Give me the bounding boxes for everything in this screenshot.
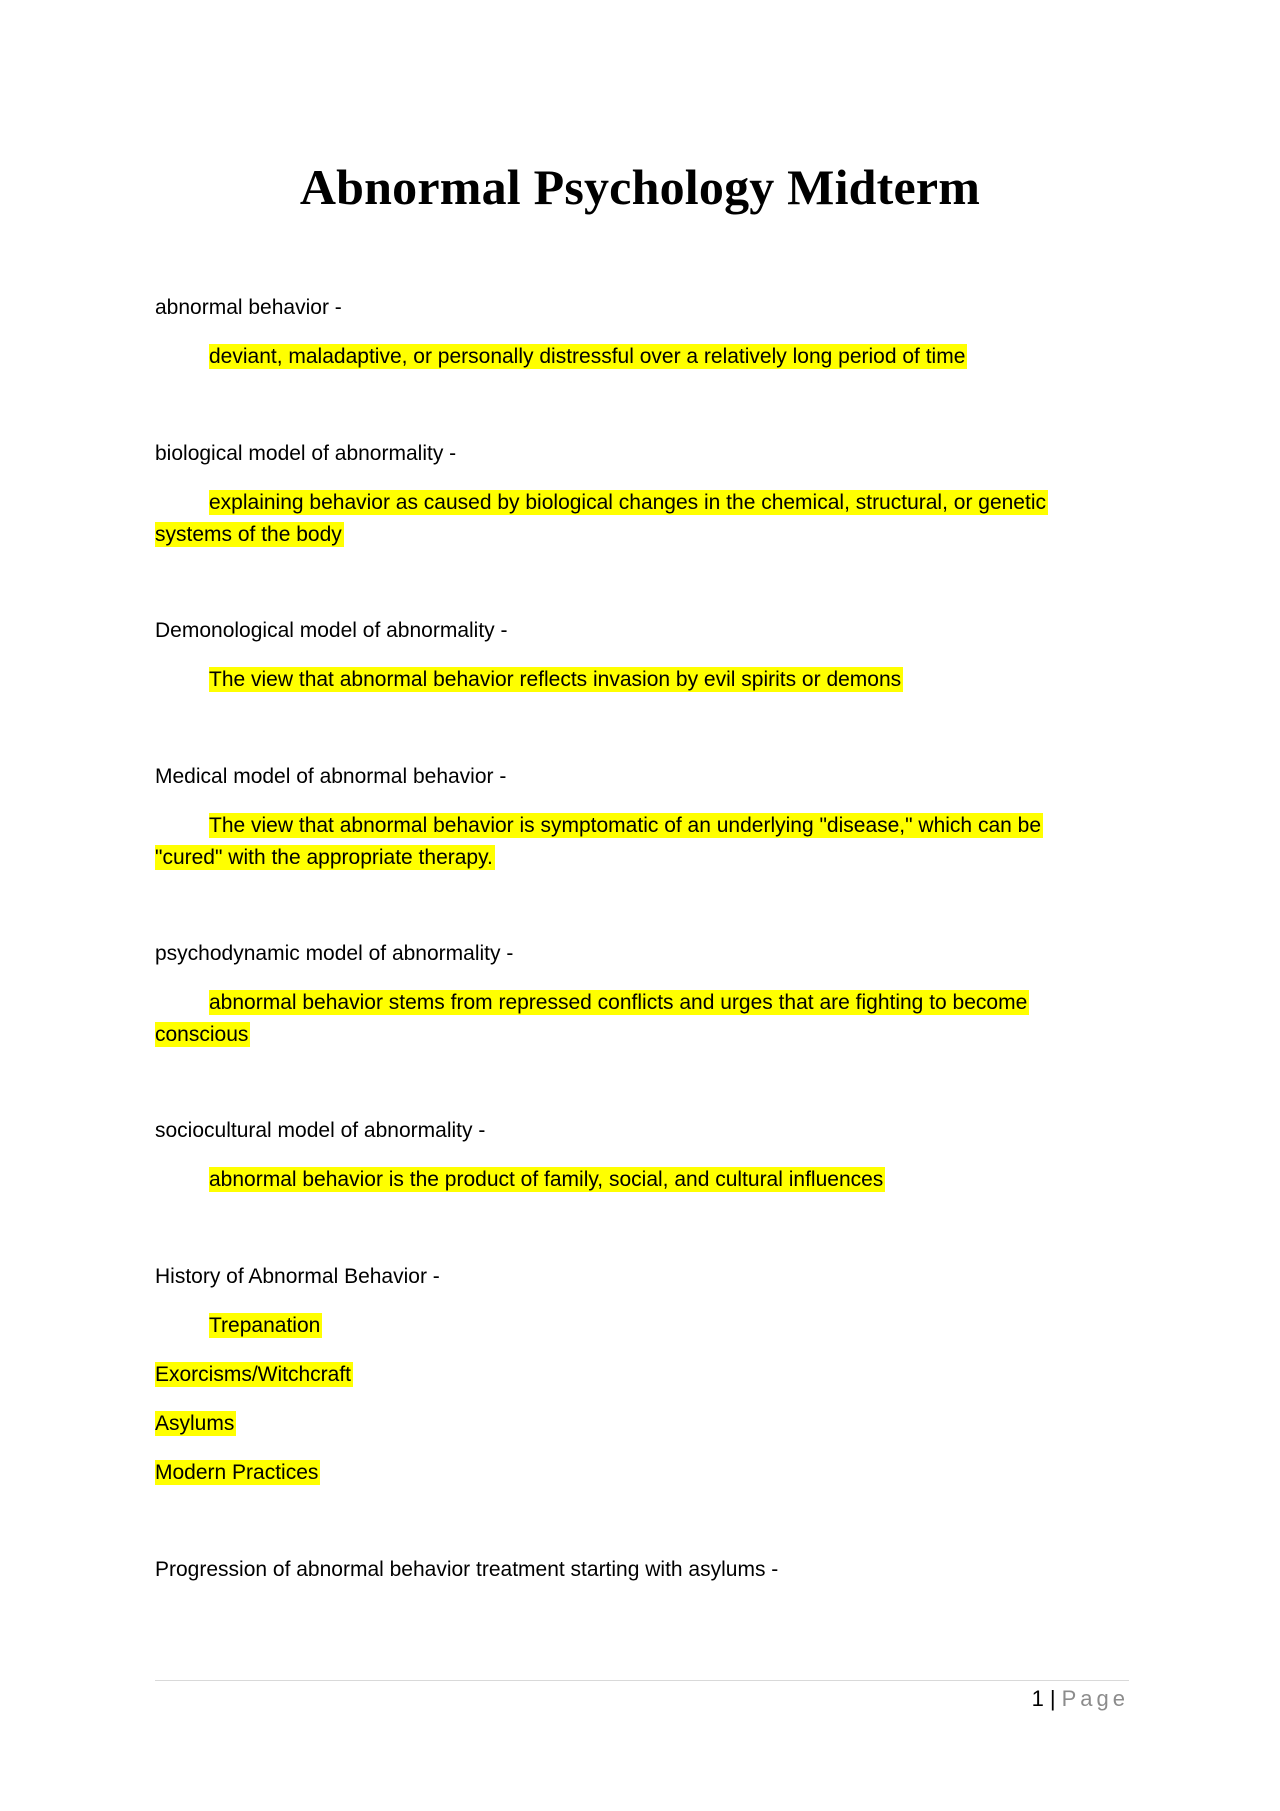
term-text: biological model of abnormality - [155,442,457,465]
highlighted-text: Trepanation [209,1314,321,1337]
history-item-modern-practices [155,1457,1095,1488]
document-title: Abnormal Psychology Midterm [299,159,981,215]
page-label: Page [1061,1686,1129,1711]
highlighted-text: Exorcisms/Witchcraft [155,1363,352,1386]
highlighted-text: "cured" with the appropriate therapy. [155,846,493,869]
term-text: psychodynamic model of abnormality - [155,942,514,965]
term-text: abnormal behavior - [155,296,342,319]
term-text: Demonological model of abnormality - [155,619,508,642]
term-history-abnormal-behavior [155,1261,1095,1292]
definition-psychodynamic-model-line2 [155,1019,1095,1050]
term-psychodynamic-model [155,938,1095,969]
definition-medical-model-line2 [155,842,1095,873]
history-item-exorcisms [155,1359,1095,1390]
highlighted-text: deviant, maladaptive, or personally distressful over a relatively long period of time [209,345,966,368]
highlighted-text: abnormal behavior stems from repressed conflicts and urges that are fighting to become [209,991,1028,1014]
term-sociocultural-model [155,1115,1095,1146]
page-number: 1 [1031,1686,1044,1711]
highlighted-text: conscious [155,1023,249,1046]
term-progression-treatment [155,1554,1095,1585]
definition-biological-model-line1 [155,487,1149,518]
highlighted-text: Modern Practices [155,1461,319,1484]
page-footer [1032,1684,1129,1714]
history-item-asylums [155,1408,1095,1439]
highlighted-text: explaining behavior as caused by biological changes in the chemical, structural, or genetic [209,491,1046,514]
footer-divider [155,1680,1129,1681]
term-demonological-model [155,615,1095,646]
highlighted-text: Asylums [155,1412,235,1435]
term-medical-model [155,761,1095,792]
definition-psychodynamic-model-line1 [155,987,1149,1018]
definition-sociocultural-model [155,1164,1149,1195]
definition-medical-model-line1 [155,810,1149,841]
term-abnormal-behavior [155,292,1095,323]
highlighted-text: The view that abnormal behavior reflects invasion by evil spirits or demons [209,668,902,691]
definition-biological-model-line2 [155,519,1095,550]
term-text: sociocultural model of abnormality - [155,1119,486,1142]
highlighted-text: systems of the body [155,523,342,546]
history-item-trepanation [155,1310,1149,1341]
term-biological-model [155,438,1095,469]
highlighted-text: abnormal behavior is the product of family, social, and cultural influences [209,1168,884,1191]
term-text: Medical model of abnormal behavior - [155,765,507,788]
term-text: History of Abnormal Behavior - [155,1265,440,1288]
highlighted-text: The view that abnormal behavior is symptomatic of an underlying "disease," which can be [209,814,1042,837]
footer-separator: | [1049,1686,1056,1711]
definition-demonological-model [155,664,1149,695]
term-text: Progression of abnormal behavior treatment starting with asylums - [155,1558,779,1581]
definition-abnormal-behavior [155,341,1149,372]
